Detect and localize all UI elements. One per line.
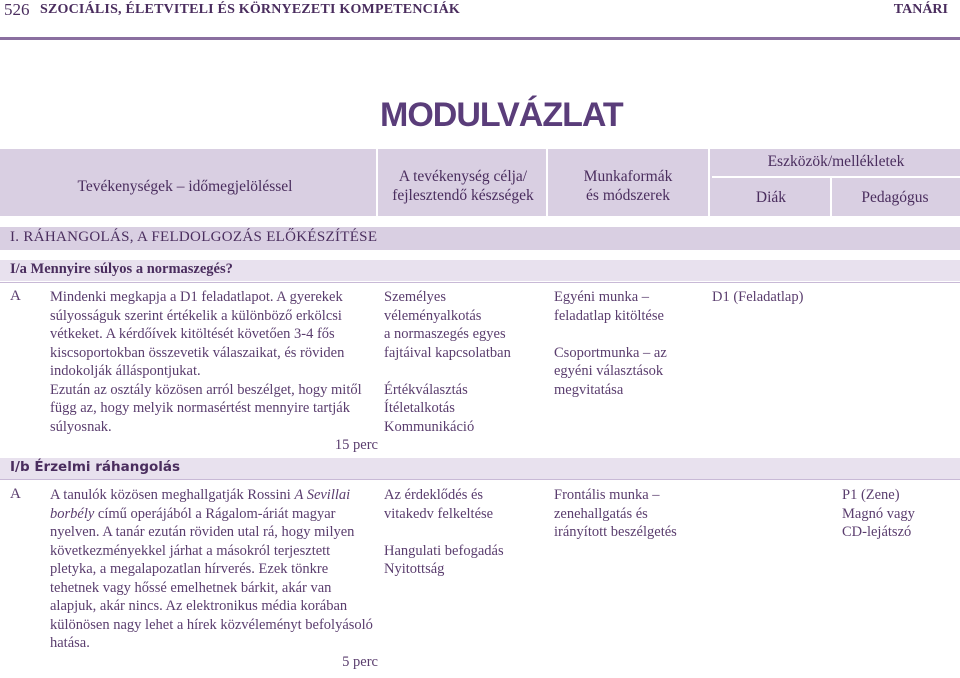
teacher-tools-cell [842, 486, 960, 542]
goal-line: vitakedv felkeltése [384, 505, 494, 522]
method-line: irányított beszélgetés [554, 524, 677, 540]
row-divider [0, 479, 960, 480]
teacher-tool-line: P1 (Zene) [842, 487, 900, 503]
column-header-activities: Tevékenységek – időmegjelöléssel [77, 178, 293, 195]
method-line: Egyéni munka – [554, 289, 650, 305]
page-title: MODULVÁZLAT [380, 96, 623, 134]
column-header-goals [378, 167, 548, 205]
goal-line: Hangulati befogadás [384, 542, 504, 559]
page-number: 526 [4, 0, 30, 19]
column-header-teacher: Pedagógus [861, 189, 929, 206]
running-title: SZOCIÁLIS, ÉLETVITELI ÉS KÖRNYEZETI KOMPETENCIÁK [40, 2, 460, 17]
header-rule [0, 37, 960, 40]
activity-text: című operájából a Rágalom-áriát magyar nyelven. A tanár ezután röviden utal rá, hogy milyen következményekkel járhat a másokról terjesztett pletyka, a megalapozatlan hírverés. Ezek tönkre tehetnek vagy hőssé emelhetnek bárkit, akár van alapjuk, akár nincs. Az elektronikus média korában különösen nagy lehet a hírek közvéleményt befolyásoló hatása. [50, 505, 373, 651]
activity-paragraph [50, 486, 378, 653]
goal-line: Személyes [384, 289, 447, 305]
opera-title: A Sevillai borbély [50, 487, 351, 522]
row-divider [0, 282, 960, 283]
goal-line: Az érdeklődés és [384, 487, 484, 503]
method-line: megvitatása [554, 381, 624, 398]
column-header-methods [548, 167, 708, 205]
goal-cell [384, 486, 549, 579]
goal-line: Nyitottság [384, 561, 445, 577]
activity-time: 5 perc [342, 653, 378, 670]
activity-paragraph: Mindenki megkapja a D1 feladatlapot. A gyerekek súlyosságuk szerint értékelik a különböző erkölcsi vétkeket. A kérdőívek kitöltését követően 3-4 fős kiscsoportokban összevetik válaszaikat, és röviden indokolják álláspontjukat. [50, 289, 345, 379]
row-marker: A [10, 288, 21, 304]
header-divider [712, 176, 960, 178]
method-cell [554, 486, 709, 542]
goal-line: fajtáival kapcsolatban [384, 344, 511, 361]
method-line: egyéni választások [554, 363, 664, 379]
activity-time: 15 perc [334, 437, 378, 453]
column-header-student: Diák [755, 189, 787, 206]
column-header-methods-line1: Munkaformák [583, 168, 673, 185]
method-line: Csoportmunka – az [554, 344, 667, 361]
student-tools-cell: D1 (Feladatlap) [712, 289, 804, 305]
activity-cell [50, 288, 378, 455]
section-title: I. RÁHANGOLÁS, A FELDOLGOZÁS ELŐKÉSZÍTÉSE [10, 229, 378, 245]
running-label-right: TANÁRI [893, 2, 948, 17]
method-line: feladatlap kitöltése [554, 307, 664, 324]
activity-paragraph: Ezután az osztály közösen arról beszélget, hogy mitől függ az, hogy melyik normasértést mennyire tartják súlyosnak. [50, 381, 362, 435]
goal-line: a normaszegés egyes [384, 326, 506, 342]
column-header-goals-line2: fejlesztendő készségek [392, 187, 534, 204]
goal-cell [384, 288, 549, 436]
teacher-tool-line: Magnó vagy [842, 505, 915, 522]
column-header-tools: Eszközök/mellékletek [767, 153, 905, 170]
column-header-goals-line1: A tevékenység célja/ [398, 168, 528, 185]
method-line: Frontális munka – [554, 487, 660, 503]
goal-line: véleményalkotás [384, 307, 482, 324]
activity-text: A tanulók közösen meghallgatják Rossini [50, 487, 295, 503]
goal-line: Kommunikáció [384, 418, 475, 435]
teacher-tool-line: CD-lejátszó [842, 524, 912, 540]
goal-line: Értékválasztás [384, 381, 468, 398]
goal-line: Ítéletalkotás [384, 400, 455, 416]
header-divider [708, 149, 710, 216]
row-marker: A [10, 486, 21, 502]
method-line: zenehallgatás és [554, 505, 648, 522]
activity-cell [50, 486, 378, 671]
method-cell [554, 288, 709, 399]
column-header-methods-line2: és módszerek [586, 187, 670, 204]
subhead-1b: I/b Érzelmi ráhangolás [10, 459, 181, 475]
subhead-1a: I/a Mennyire súlyos a normaszegés? [10, 261, 233, 277]
